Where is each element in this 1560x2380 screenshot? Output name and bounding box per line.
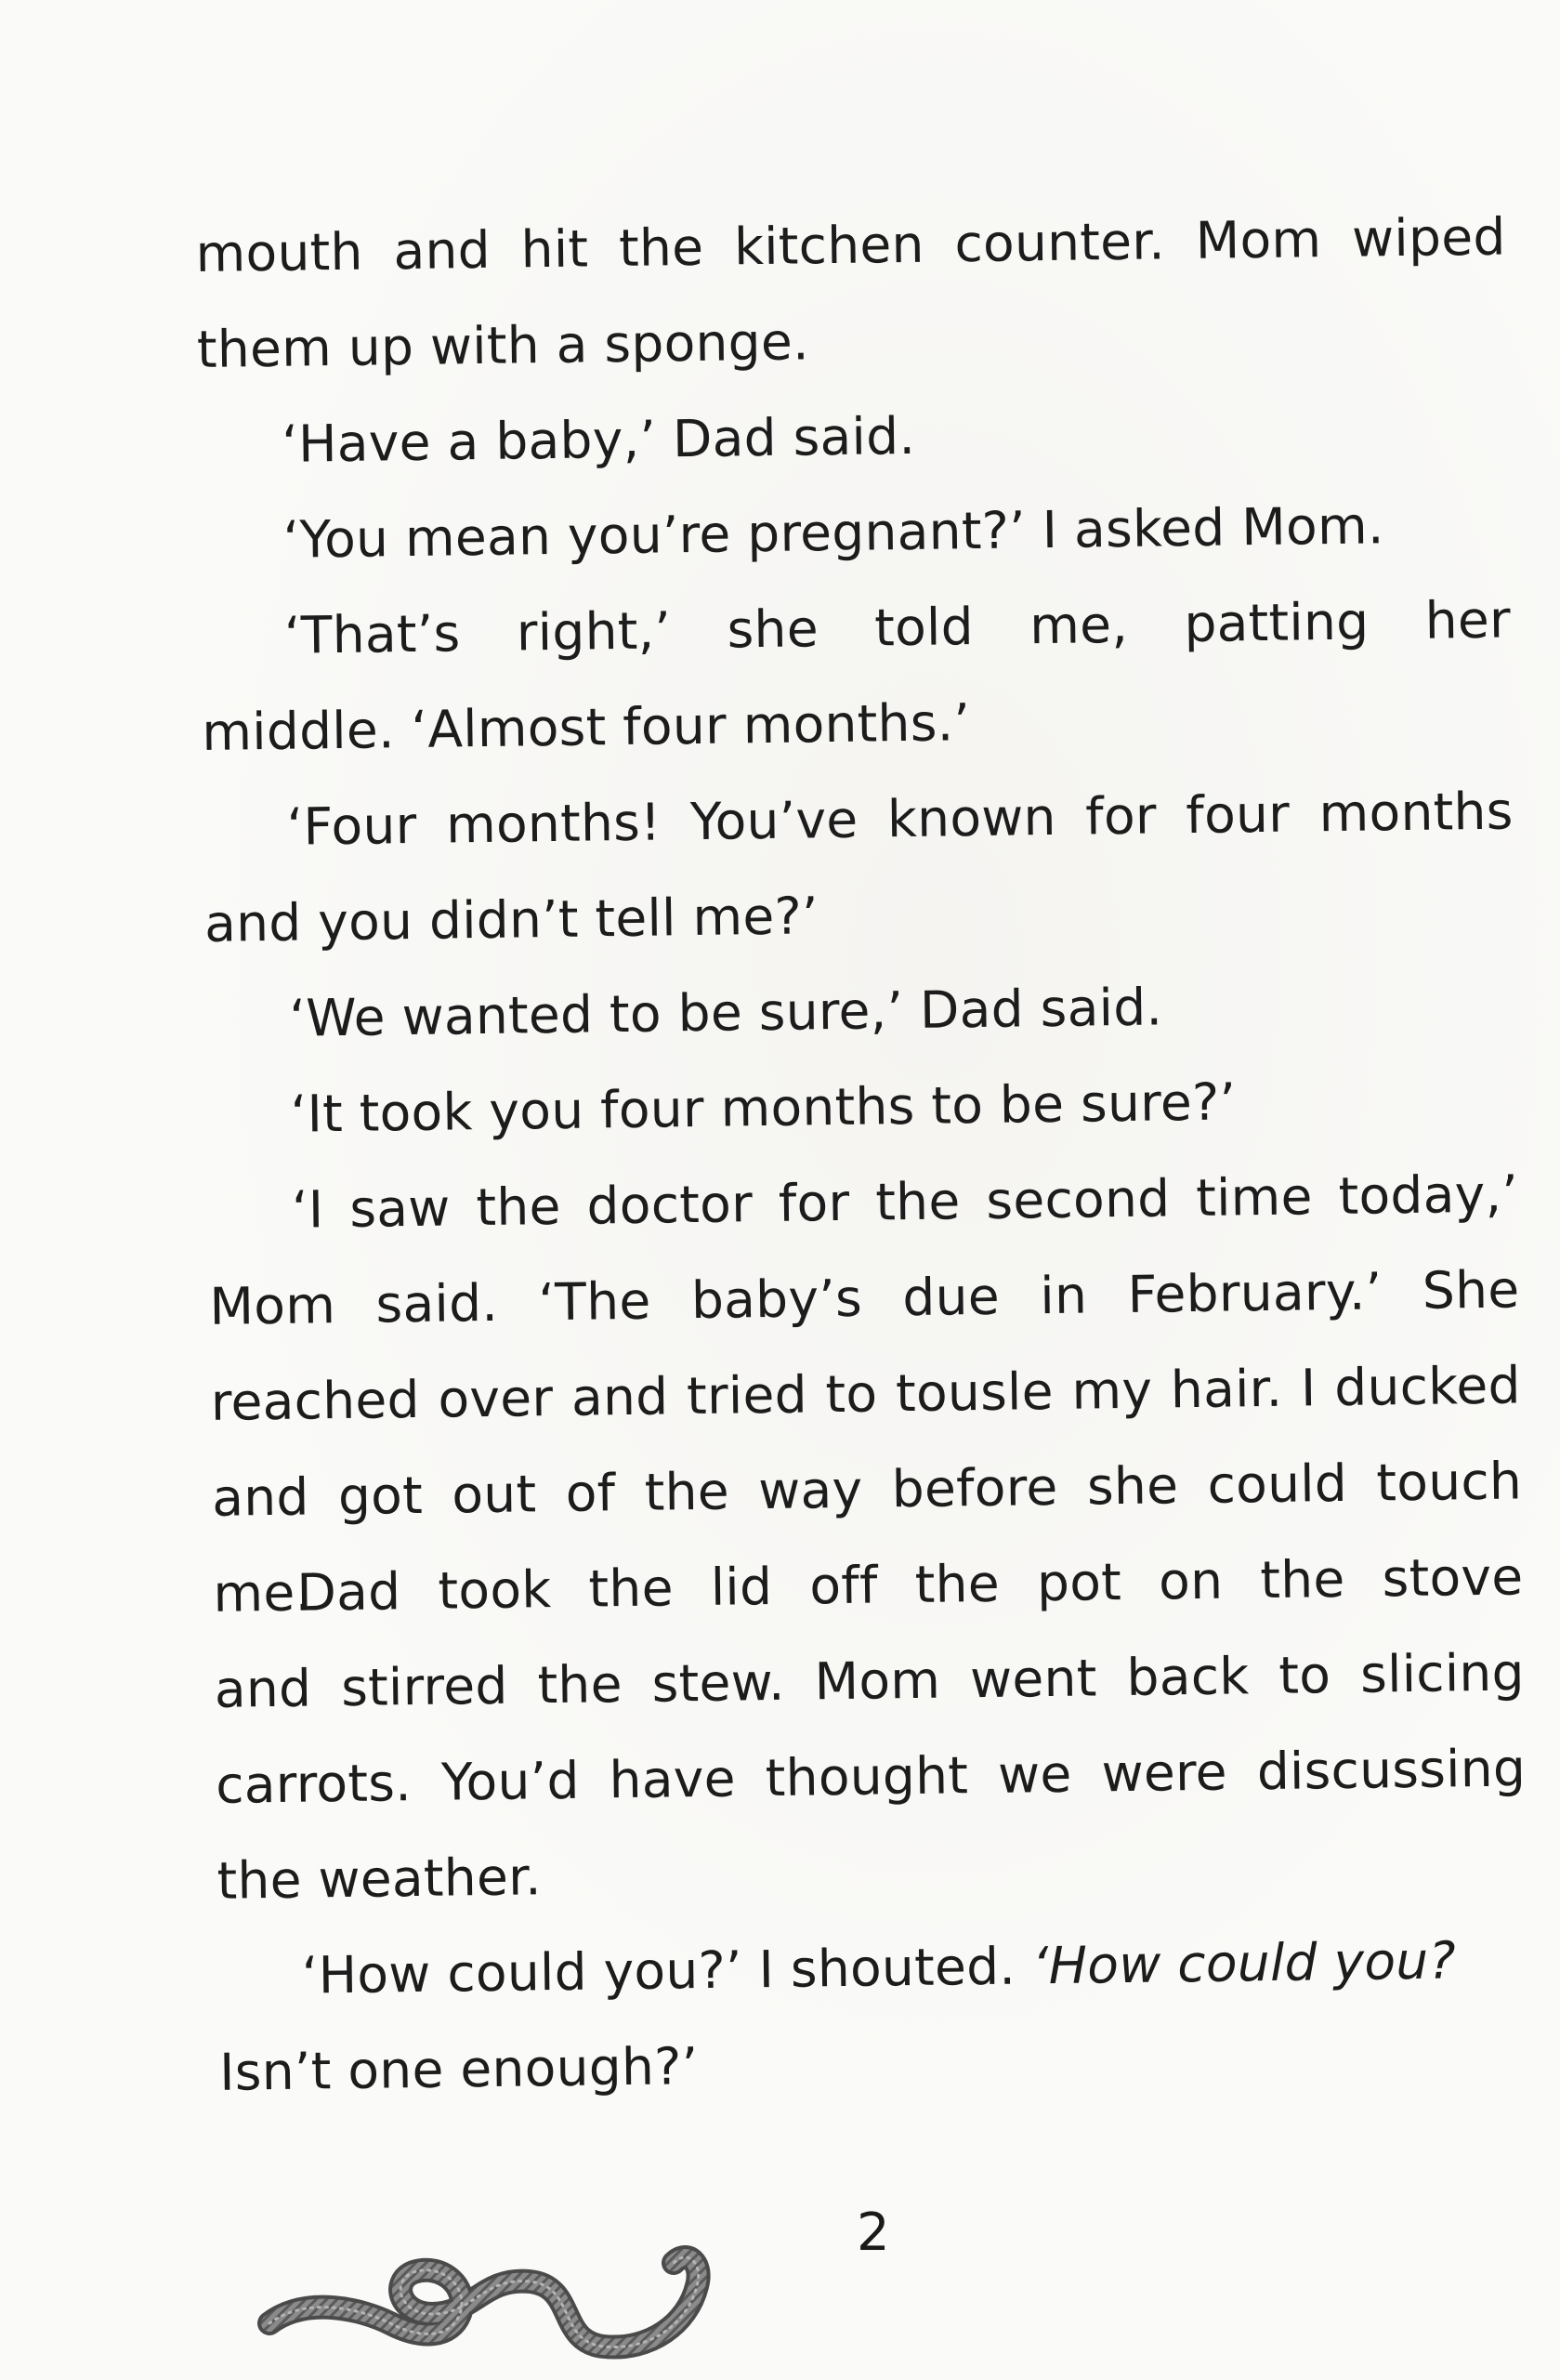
text-line: Mom said. ‘The baby’s due in February.’ She bbox=[209, 1259, 1520, 1336]
page-footer bbox=[0, 2165, 1560, 2380]
text-line: and stirred the stew. Mom went back to slicing bbox=[214, 1642, 1526, 1719]
text-line: ‘I saw the doctor for the second time today,’ bbox=[291, 1164, 1519, 1240]
text-line: ‘It took you four months to be sure?’ bbox=[290, 1072, 1237, 1144]
text-line: middle. ‘Almost four months.’ bbox=[201, 692, 971, 762]
text-line: ‘That’s right,’ she told me, patting her bbox=[283, 589, 1512, 665]
body-text bbox=[195, 190, 1530, 2121]
text-line: Isn’t one enough?’ bbox=[218, 2036, 699, 2102]
italic-text-segment: ‘How could you? bbox=[1031, 1930, 1457, 1996]
text-line-mixed bbox=[217, 1912, 1528, 2024]
text-segment: ‘How could you?’ I shouted. bbox=[301, 1936, 1033, 2005]
text-line: them up with a sponge. bbox=[196, 311, 810, 379]
text-line: reached over and tried to tousle my hair. I ducked bbox=[210, 1355, 1522, 1432]
text-line: Dad took the lid off the pot on the stove bbox=[296, 1546, 1524, 1623]
text-line: ‘We wanted to be sure,’ Dad said. bbox=[289, 977, 1163, 1048]
text-line: ‘Have a baby,’ Dad said. bbox=[281, 405, 916, 474]
page-number: 2 bbox=[857, 2202, 890, 2263]
text-line: mouth and hit the kitchen counter. Mom wiped bbox=[195, 206, 1506, 283]
worm-icon bbox=[251, 2184, 790, 2370]
text-line: ‘Four months! You’ve known for four months bbox=[286, 781, 1514, 857]
text-line: and got out of the way before she could touch me. bbox=[211, 1451, 1523, 1624]
text-line: carrots. You’d have thought we were discussing bbox=[215, 1738, 1527, 1815]
text-line: and you didn’t tell me?’ bbox=[203, 886, 819, 953]
text-line: ‘You mean you’re pregnant?’ I asked Mom. bbox=[282, 495, 1385, 570]
text-line: the weather. bbox=[216, 1847, 543, 1911]
